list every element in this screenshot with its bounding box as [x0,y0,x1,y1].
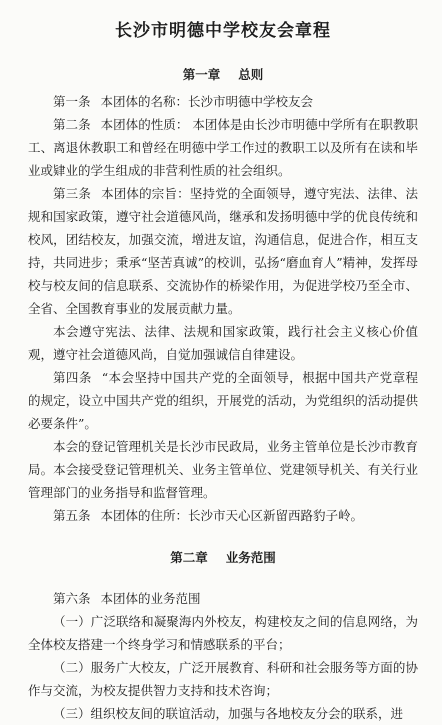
article-label: 第二条 [53,117,91,132]
article-label: 第六条 [53,591,91,606]
article-text: 本会的登记管理机关是长沙市民政局，业务主管单位是长沙市教育局。本会接受登记管理机关、业务主管单位、党建领导机关、有关行业管理部门的业务指导和监督管理。 [28,439,418,500]
article-2 [28,113,418,182]
chapter-1-heading [28,66,418,84]
article-5 [28,504,418,527]
article-text: 本团体的宗旨：坚持党的全面领导，遵守宪法、法律、法规和国家政策，遵守社会道德风尚，继承和发扬明德中学的优良传统和校风，团结校友，加强交流，增进友谊，沟通信息，促进合作，相互支持，共同进步；秉承“坚苦真诚”的校训，弘扬“磨血育人”精神，发挥母校与校友间的信息联系、交流协作的桥梁作用，为促进学校乃至全市、全省、全国教育事业的发展贡献力量。 [28,186,418,316]
article-label: 第一条 [53,94,91,109]
article-4 [28,366,418,435]
article-3 [28,182,418,320]
article-6 [28,587,418,610]
article-text: 本团体的性质： 本团体是由长沙市明德中学所有在职教职工、离退休教职工和曾经在明德中学工作过的教职工以及所有在读和毕业或肄业的学生组成的非营利性质的社会组织。 [28,117,418,178]
scope-item-2: （二）服务广大校友，广泛开展教育、科研和社会服务等方面的协作与交流，为校友提供智力支持和技术咨询； [28,660,418,698]
article-text: 本会遵守宪法、法律、法规和国家政策，践行社会主义核心价值观，遵守社会道德风尚，自觉加强诚信自律建设。 [28,324,418,362]
article-text: 本团体的住所：长沙市天心区新留西路豹子岭。 [100,508,364,523]
document-title: 长沙市明德中学校友会章程 [115,21,331,41]
article-3-continued [28,320,418,366]
chapter-2-number: 第二章 [170,550,208,565]
article-4-continued [28,435,418,504]
scope-item-3: （三）组织校友间的联谊活动，加强与各地校友分会的联系，进 [53,706,404,721]
scope-item-1: （一）广泛联络和凝聚海内外校友，构建校友之间的信息网络，为全体校友搭建一个终身学习和情感联系的平台； [28,614,418,652]
article-text: “本会坚持中国共产党的全面领导，根据中国共产党章程的规定，设立中国共产党的组织，开展党的活动，为党组织的活动提供必要条件”。 [28,370,418,431]
chapter-2-heading [28,549,418,567]
article-label: 第四条 [53,370,92,385]
chapter-1-number: 第一章 [182,67,221,82]
chapter-2-name: 业务范围 [225,550,276,565]
chapter-1-name: 总则 [238,67,264,82]
article-text: 本团体的业务范围 [100,591,201,606]
article-label: 第五条 [53,508,91,523]
article-label: 第三条 [53,186,92,201]
article-text: 本团体的名称：长沙市明德中学校友会 [100,94,314,109]
article-1 [28,90,418,113]
